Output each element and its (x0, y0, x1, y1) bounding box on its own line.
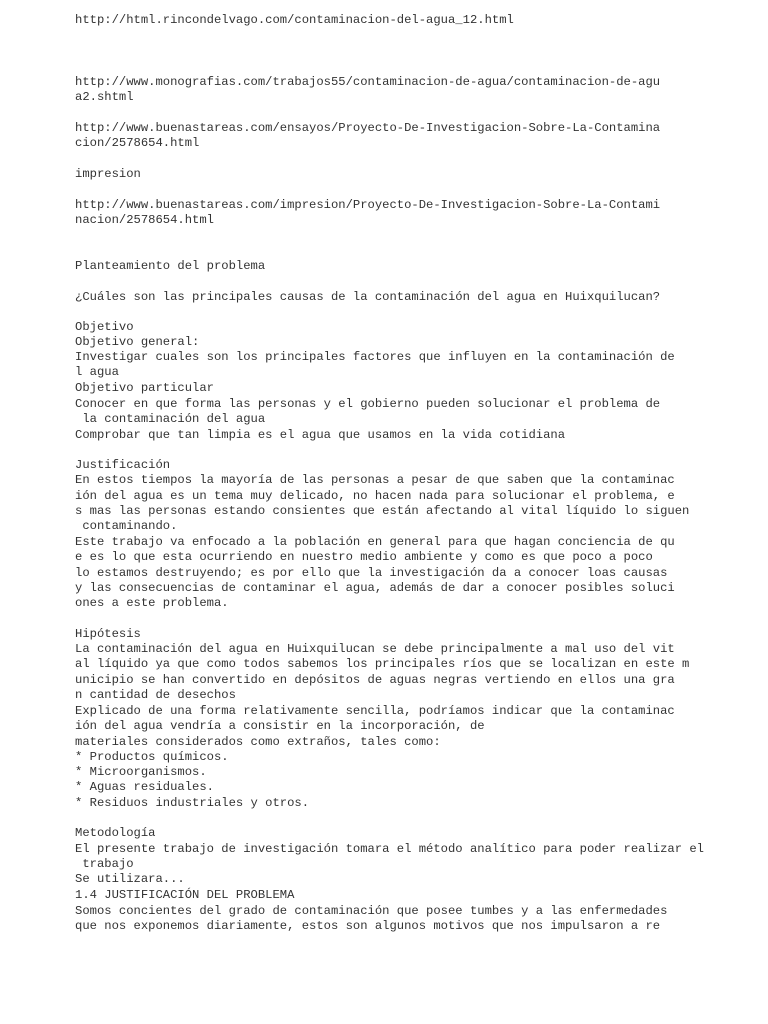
impresion-label: impresion (75, 167, 141, 181)
heading-planteamiento: Planteamiento del problema (75, 259, 266, 273)
text-line: trabajo (75, 857, 134, 871)
text-line: n cantidad de desechos (75, 688, 236, 702)
text-line: Conocer en que forma las personas y el gobierno pueden solucionar el problema de (75, 397, 661, 411)
heading-justificacion: Justificación (75, 458, 171, 472)
text-line: Explicado de una forma relativamente sencilla, podríamos indicar que la contaminac (75, 704, 675, 718)
text-line: la contaminación del agua (75, 412, 266, 426)
list-item: * Aguas residuales. (75, 780, 214, 794)
research-question: ¿Cuáles son las principales causas de la contaminación del agua en Huixquilucan? (75, 290, 661, 304)
text-line: Investigar cuales son los principales factores que influyen en la contaminación de (75, 350, 675, 364)
source-link-2-cont[interactable]: a2.shtml (75, 90, 134, 104)
text-line: Se utilizara... (75, 872, 185, 886)
heading-objetivo: Objetivo (75, 320, 134, 334)
heading-metodologia: Metodología (75, 826, 156, 840)
text-line: Comprobar que tan limpia es el agua que usamos en la vida cotidiana (75, 428, 566, 442)
text-line: materiales considerados como extraños, tales como: (75, 735, 441, 749)
source-link-4-cont[interactable]: nacion/2578654.html (75, 213, 214, 227)
text-line: En estos tiempos la mayoría de las personas a pesar de que saben que la contaminac (75, 473, 675, 487)
heading-hipotesis: Hipótesis (75, 627, 141, 641)
heading-objetivo-particular: Objetivo particular (75, 381, 214, 395)
text-line: La contaminación del agua en Huixquilucan se debe principalmente a mal uso del vit (75, 642, 675, 656)
heading-justificacion-problema: 1.4 JUSTIFICACIÓN DEL PROBLEMA (75, 888, 295, 902)
heading-objetivo-general: Objetivo general: (75, 335, 200, 349)
text-line: Este trabajo va enfocado a la población en general para que hagan conciencia de qu (75, 535, 675, 549)
text-line: ión del agua vendría a consistir en la incorporación, de (75, 719, 485, 733)
list-item: * Residuos industriales y otros. (75, 796, 310, 810)
text-line: unicipio se han convertido en depósitos de aguas negras vertiendo en ellos una gra (75, 673, 675, 687)
text-line: contaminando. (75, 519, 178, 533)
source-link-3-cont[interactable]: cion/2578654.html (75, 136, 200, 150)
text-line: al líquido ya que como todos sabemos los principales ríos que se localizan en este m (75, 657, 690, 671)
list-item: * Productos químicos. (75, 750, 229, 764)
list-item: * Microorganismos. (75, 765, 207, 779)
text-line: ones a este problema. (75, 596, 229, 610)
text-line: s mas las personas estando consientes que están afectando al vital líquido lo siguen (75, 504, 690, 518)
source-link-1[interactable]: http://html.rincondelvago.com/contaminacion-del-agua_12.html (75, 13, 514, 27)
source-link-4[interactable]: http://www.buenastareas.com/impresion/Proyecto-De-Investigacion-Sobre-La-Contami (75, 198, 661, 212)
text-line: y las consecuencias de contaminar el agua, además de dar a conocer posibles soluci (75, 581, 675, 595)
source-link-3[interactable]: http://www.buenastareas.com/ensayos/Proyecto-De-Investigacion-Sobre-La-Contamina (75, 121, 661, 135)
source-link-2[interactable]: http://www.monografias.com/trabajos55/contaminacion-de-agua/contaminacion-de-agu (75, 75, 661, 89)
text-line: l agua (75, 365, 119, 379)
text-line: que nos exponemos diariamente, estos son algunos motivos que nos impulsaron a re (75, 919, 661, 933)
text-line: e es lo que esta ocurriendo en nuestro medio ambiente y como es que poco a poco (75, 550, 653, 564)
text-line: Somos concientes del grado de contaminación que posee tumbes y a las enfermedades (75, 904, 668, 918)
text-line: El presente trabajo de investigación tomara el método analítico para poder realizar el (75, 842, 704, 856)
text-line: ión del agua es un tema muy delicado, no hacen nada para solucionar el problema, e (75, 489, 675, 503)
text-line: lo estamos destruyendo; es por ello que la investigación da a conocer loas causas (75, 566, 668, 580)
